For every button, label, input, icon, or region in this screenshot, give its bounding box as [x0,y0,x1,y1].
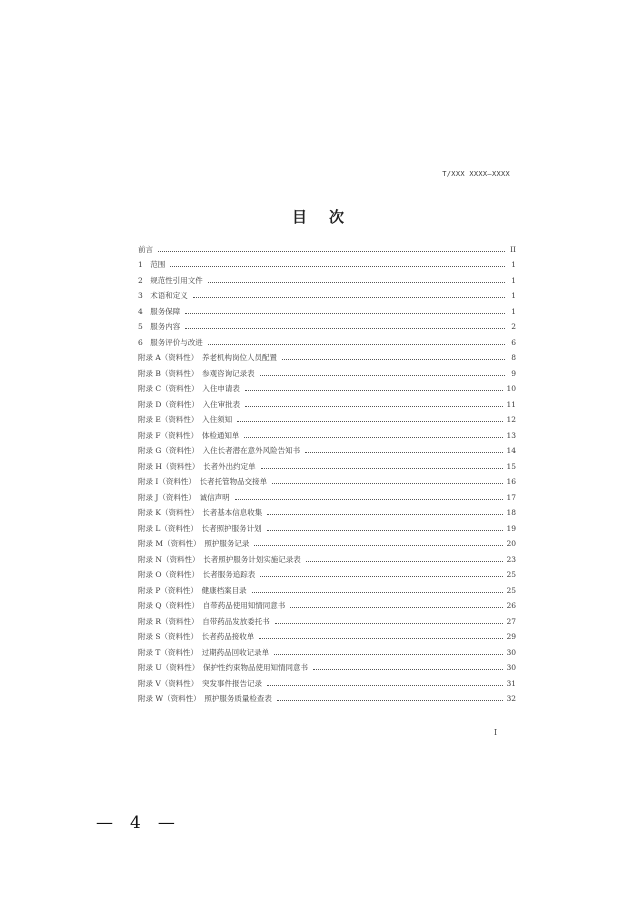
toc-entry-label: 附录 J（资料性） 诚信声明 [138,492,230,502]
toc-entry-label: 附录 P（资料性） 健康档案目录 [138,585,247,595]
toc-entry[interactable] [138,285,516,301]
toc-leader-dots [245,406,503,407]
toc-entry[interactable] [138,672,516,688]
toc-entry-label: 附录 G（资料性） 入住长者潜在意外风险告知书 [138,446,301,455]
toc-entry[interactable] [138,254,516,270]
toc-entry-page: 23 [506,554,516,564]
toc-entry[interactable] [138,269,516,285]
toc-entry[interactable] [138,300,516,316]
toc-entry-label: 附录 Q（资料性） 自带药品使用知情同意书 [138,601,286,610]
toc-entry[interactable] [138,378,516,394]
toc-leader-dots [267,685,503,686]
toc-entry[interactable] [138,471,516,487]
toc-leader-dots [277,700,504,701]
toc-entry[interactable] [138,517,516,533]
toc-leader-dots [185,313,505,314]
toc-entry-page: 1 [511,291,516,300]
toc-entry[interactable] [138,533,516,549]
toc-entry-page: 25 [506,585,516,595]
toc-entry-label: 附录 K（资料性） 长者基本信息收集 [138,508,263,517]
toc-entry-label: 附录 E（资料性） 入住须知 [138,415,233,424]
toc-leader-dots [170,266,505,267]
toc-leader-dots [305,452,503,453]
toc-entry[interactable] [138,316,516,332]
toc-entry-label: 前言 [138,244,153,254]
toc-entry-label: 附录 C（资料性） 入住申请表 [138,384,240,393]
toc-leader-dots [245,390,504,391]
toc-entry-label: 附录 L（资料性） 长者照护服务计划 [138,523,262,533]
toc-entry-page: 13 [506,430,516,440]
standard-code: T/XXX XXXX—XXXX [442,170,510,178]
toc-leader-dots [235,499,504,500]
toc-entry[interactable] [138,657,516,673]
toc-entry-label: 附录 V（资料性） 突发事件报告记录 [138,678,263,688]
toc-entry-page: 29 [506,632,516,641]
toc-entry-label: 4 服务保障 [138,306,181,316]
toc-leader-dots [290,607,503,608]
toc-entry-page: 16 [506,477,516,486]
toc-entry[interactable] [138,440,516,456]
toc-leader-dots [272,483,503,484]
toc-entry-label: 附录 W（资料性） 照护服务质量检查表 [138,694,272,703]
toc-entry[interactable] [138,393,516,409]
toc-entry[interactable] [138,486,516,502]
toc-entry-page: 32 [506,694,516,703]
toc-leader-dots [208,344,505,345]
toc-entry-page: 9 [511,368,516,378]
toc-entry-page: 20 [506,539,516,548]
toc-entry-page: 30 [506,647,516,657]
toc-leader-dots [260,375,505,376]
toc-entry-page: 14 [506,446,516,455]
toc-entry-label: 5 服务内容 [138,322,181,331]
toc-leader-dots [158,251,505,252]
table-of-contents [138,238,516,703]
toc-entry-label: 2 规范性引用文件 [138,275,203,285]
toc-entry-page: 30 [506,663,516,672]
toc-entry-page: 1 [511,260,516,269]
toc-entry-page: 15 [506,461,516,471]
toc-leader-dots [259,638,503,639]
toc-entry[interactable] [138,362,516,378]
toc-entry-page: 31 [506,678,516,688]
toc-entry[interactable] [138,548,516,564]
toc-entry-page: 27 [506,616,516,626]
toc-entry-page: 26 [506,601,516,610]
toc-entry-label: 附录 F（资料性） 体检通知单 [138,430,240,440]
toc-entry[interactable] [138,455,516,471]
toc-entry[interactable] [138,688,516,704]
toc-entry[interactable] [138,610,516,626]
toc-entry-label: 附录 I（资料性） 长者托管物品交接单 [138,477,268,486]
toc-entry-label: 附录 D（资料性） 入住审批表 [138,399,241,409]
toc-entry[interactable] [138,331,516,347]
toc-leader-dots [252,592,504,593]
roman-page-number: I [494,728,498,737]
toc-leader-dots [267,514,503,515]
toc-leader-dots [185,328,505,329]
toc-entry-label: 附录 R（资料性） 自带药品发放委托书 [138,616,270,626]
toc-leader-dots [306,561,504,562]
toc-entry-label: 附录 T（资料性） 过期药品回收记录单 [138,647,270,657]
toc-leader-dots [275,623,504,624]
toc-entry-label: 3 术语和定义 [138,291,188,300]
toc-entry-label: 附录 B（资料性） 参观咨询记录表 [138,368,255,378]
toc-entry[interactable] [138,626,516,642]
toc-entry-label: 附录 S（资料性） 长者药品接收单 [138,632,255,641]
toc-entry-page: 6 [511,337,516,347]
page-title: 目次 [291,208,366,226]
toc-entry[interactable] [138,424,516,440]
toc-leader-dots [313,669,503,670]
toc-entry-label: 6 服务评价与改进 [138,337,203,347]
toc-entry[interactable] [138,595,516,611]
toc-entry-page: 19 [506,523,516,533]
toc-leader-dots [244,437,503,438]
toc-entry[interactable] [138,641,516,657]
toc-leader-dots [267,530,504,531]
toc-entry-label: 附录 A（资料性） 养老机构岗位人员配置 [138,353,278,362]
toc-entry-page: 10 [506,384,516,393]
toc-entry-page: 11 [506,399,516,409]
toc-entry-page: 12 [506,415,516,424]
toc-entry-page: 1 [511,275,516,285]
toc-leader-dots [261,468,504,469]
toc-entry-label: 附录 U（资料性） 保护性约束物品使用知情同意书 [138,663,308,672]
toc-entry-page: 17 [506,492,516,502]
toc-entry[interactable] [138,502,516,518]
toc-entry[interactable] [138,347,516,363]
toc-entry[interactable] [138,238,516,254]
toc-leader-dots [282,359,505,360]
toc-entry-label: 附录 H（资料性） 长者外出约定单 [138,461,256,471]
toc-entry[interactable] [138,409,516,425]
toc-entry-label: 1 范围 [138,260,166,269]
toc-entry-label: 附录 N（资料性） 长者照护服务计划实施记录表 [138,554,301,564]
toc-leader-dots [274,654,503,655]
toc-leader-dots [260,576,503,577]
toc-entry-page: 1 [511,306,516,316]
toc-entry-page: 25 [506,570,516,579]
toc-entry-page: 8 [511,353,516,362]
toc-entry-label: 附录 O（资料性） 长者服务追踪表 [138,570,256,579]
page-number: — 4 — [96,813,175,833]
toc-entry[interactable] [138,579,516,595]
toc-entry-page: 2 [511,322,516,331]
toc-leader-dots [193,297,505,298]
toc-leader-dots [208,282,505,283]
toc-leader-dots [237,421,503,422]
toc-leader-dots [254,545,503,546]
toc-entry-label: 附录 M（资料性） 照护服务记录 [138,539,250,548]
toc-entry-page: 18 [506,508,516,517]
toc-entry[interactable] [138,564,516,580]
toc-entry-page: II [510,244,516,254]
